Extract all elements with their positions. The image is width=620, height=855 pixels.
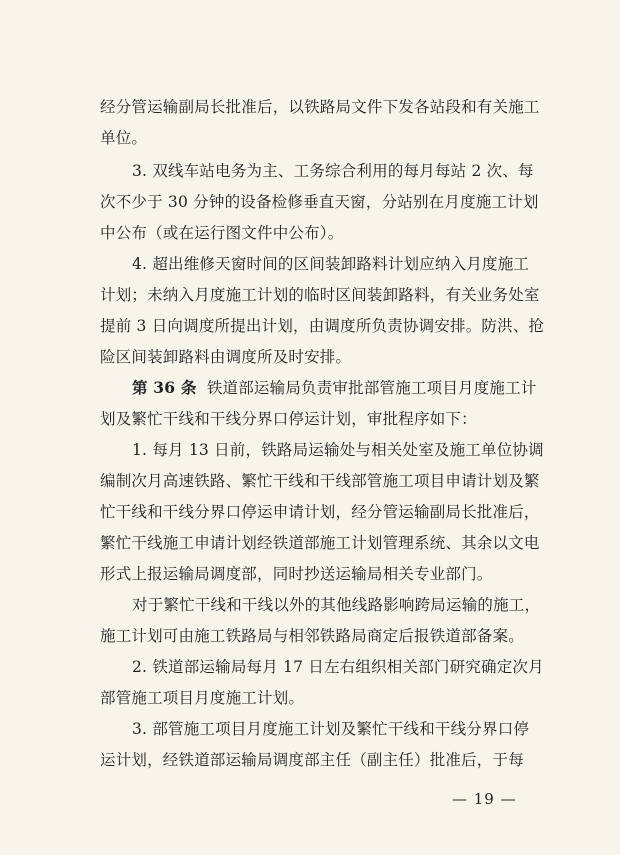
text-line: 中公布（或在运行图文件中公布）。 (100, 224, 344, 242)
page-number: — 19 — (452, 790, 517, 808)
text-line: 施工计划可由施工铁路局与相邻铁路局商定后报铁道部备案。 (100, 627, 524, 645)
text-line: 编制次月高速铁路、繁忙干线和干线部管施工项目申请计划及繁 (100, 472, 540, 490)
text-line: 对于繁忙干线和干线以外的其他线路影响跨局运输的施工， (132, 596, 541, 614)
article-label: 第 36 条 (132, 378, 197, 397)
text-line: 单位。 (100, 129, 148, 147)
text-line: 经分管运输副局长批准后，以铁路局文件下发各站段和有关施工 (100, 98, 540, 116)
text-line: 繁忙干线施工申请计划经铁道部施工计划管理系统、其余以文电 (100, 534, 540, 552)
text-line: 次不少于 30 分钟的设备检修垂直天窗，分站别在月度施工计划 (100, 193, 539, 211)
text-line: 忙干线和干线分界口停运申请计划，经分管运输副局长批准后， (100, 503, 540, 521)
text-line: 提前 3 日向调度所提出计划，由调度所负责协调安排。防洪、抢 (100, 317, 545, 335)
text-line: 形式上报运输局调度部，同时抄送运输局相关专业部门。 (100, 565, 493, 583)
text-line: 3. 双线车站电务为主、工务综合利用的每月每站 2 次、每 (132, 162, 534, 180)
text-line: 3. 部管施工项目月度施工计划及繁忙干线和干线分界口停 (132, 720, 530, 738)
text-line: 部管施工项目月度施工计划。 (100, 689, 305, 707)
text-line: 1. 每月 13 日前，铁路局运输处与相关处室及施工单位协调 (132, 441, 544, 459)
text-line-fragment: 铁道部运输局负责审批部管施工项目月度施工计 (206, 379, 537, 397)
article-heading-line (132, 378, 537, 398)
text-line: 4. 超出维修天窗时间的区间装卸路料计划应纳入月度施工 (132, 255, 530, 273)
text-line: 险区间装卸路料由调度所及时安排。 (100, 348, 352, 366)
text-line: 计划；未纳入月度施工计划的临时区间装卸路料，有关业务处室 (100, 286, 540, 304)
text-line: 运计划，经铁道部运输局调度部主任（副主任）批准后，于每 (100, 751, 524, 769)
text-line: 划及繁忙干线和干线分界口停运计划，审批程序如下： (100, 410, 477, 428)
text-line: 2. 铁道部运输局每月 17 日左右组织相关部门研究确定次月 (132, 658, 544, 676)
